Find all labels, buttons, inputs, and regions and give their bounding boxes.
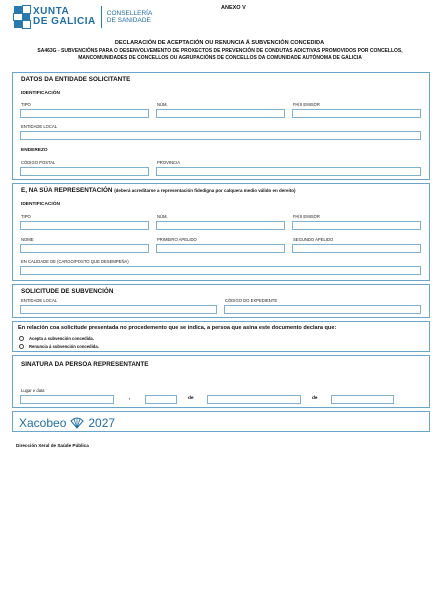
provincia-field[interactable] — [156, 167, 421, 176]
scallop-shell-icon — [70, 417, 84, 429]
reject-option[interactable] — [19, 344, 99, 349]
comma-separator: , — [129, 396, 131, 401]
num-field[interactable] — [156, 109, 285, 118]
subsidy-section — [12, 284, 430, 318]
num-label: NÚM. — [157, 102, 168, 107]
reject-label: Renuncia á subvención concedida. — [29, 344, 99, 349]
tipo-label: TIPO — [21, 102, 31, 107]
xunta-flag-icon — [14, 6, 30, 28]
subsidy-entidade-local-field[interactable] — [20, 305, 217, 314]
nome-label: NOME — [21, 237, 34, 242]
nome-field[interactable] — [20, 244, 149, 253]
accept-option[interactable] — [19, 336, 94, 341]
rep-num-field[interactable] — [156, 221, 285, 230]
entidade-local-field[interactable] — [20, 131, 421, 140]
codigo-expediente-field[interactable] — [224, 305, 421, 314]
representation-note: (deberá acreditarse a representación fidedigna por calquera medio válido en dereito) — [114, 188, 296, 193]
footer-text: Dirección Xeral de Saúde Pública — [16, 443, 89, 448]
codigo-postal-field[interactable] — [20, 167, 149, 176]
xunta-logo — [14, 4, 152, 30]
annex-label: ANEXO V — [221, 5, 246, 11]
codigo-postal-label: CÓDIGO POSTAL — [21, 160, 56, 165]
tipo-field[interactable] — [20, 109, 149, 118]
entity-section — [12, 72, 430, 180]
pais-emisor-label: PAÍS EMISOR — [293, 102, 320, 107]
accept-radio[interactable] — [19, 336, 24, 341]
calidade-label: EN CALIDADE DE (CARGO/POSTO QUE DESEMPEÑA) — [21, 259, 129, 264]
provincia-label: PROVINCIA — [157, 160, 181, 165]
place-date-label: Lugar e data — [21, 388, 45, 393]
rep-tipo-label: TIPO — [21, 214, 31, 219]
subsidy-entidade-local-label: ENTIDADE LOCAL — [21, 298, 58, 303]
page-header — [14, 4, 434, 30]
declaration-text: En relación coa solicitude presentada no procedemento que se indica, a persoa que asina este documento declara que: — [18, 325, 337, 331]
document-subtitle: SA463G - SUBVENCIÓNS PARA O DESENVOLVEMENTO DE PROXECTOS DE PREVENCIÓN DE CONDUTAS ADICTIVAS PROMOVIDOS POR CONCELLOS, MANCOMUNIDADES DE CONCELLOS OU AGRUPACIÓNS DE CONCELLOS DA COMUNIDADE AUTÓNOMA DE GALICIA — [37, 48, 403, 61]
calidade-field[interactable] — [20, 266, 421, 275]
month-field[interactable] — [207, 395, 301, 404]
reject-radio[interactable] — [19, 344, 24, 349]
signature-section-title: SINATURA DA PERSOA REPRESENTANTE — [21, 361, 149, 368]
primeiro-apelido-field[interactable] — [156, 244, 285, 253]
rep-pais-emisor-field[interactable] — [292, 221, 421, 230]
rep-pais-emisor-label: PAÍS EMISOR — [293, 214, 320, 219]
rep-identification-label: IDENTIFICACIÓN — [21, 202, 60, 207]
place-field[interactable] — [20, 395, 114, 404]
logo-main-text: XUNTA DE GALICIA — [33, 6, 96, 27]
declaration-section — [12, 321, 430, 352]
rep-tipo-field[interactable] — [20, 221, 149, 230]
de-separator-2: de — [312, 396, 318, 401]
entity-section-title: DATOS DA ENTIDADE SOLICITANTE — [21, 76, 131, 83]
representation-section — [12, 183, 430, 281]
signature-section — [12, 355, 430, 408]
representation-section-title: E, NA SÚA REPRESENTACIÓN (deberá acreditarse a representación fidedigna por calquera medio válido en dereito) — [21, 187, 296, 194]
identification-label: IDENTIFICACIÓN — [21, 91, 60, 96]
rep-num-label: NÚM. — [157, 214, 168, 219]
day-field[interactable] — [145, 395, 177, 404]
xacobeo-logo: Xacobeo 2027 — [19, 416, 116, 430]
xacobeo-section — [12, 411, 430, 432]
accept-label: Acepta a subvención concedida. — [29, 336, 94, 341]
document-title: DECLARACIÓN DE ACEPTACIÓN OU RENUNCIA Á SUBVENCIÓN CONCEDIDA — [114, 40, 325, 46]
primeiro-apelido-label: PRIMEIRO APELIDO — [157, 237, 197, 242]
de-separator-1: de — [188, 396, 194, 401]
logo-sub-text: CONSELLERÍA DE SANIDADE — [106, 10, 153, 24]
segundo-apelido-label: SEGUNDO APELIDO — [293, 237, 334, 242]
year-field[interactable] — [331, 395, 394, 404]
logo-divider — [101, 6, 102, 28]
subsidy-section-title: SOLICITUDE DE SUBVENCIÓN — [21, 288, 114, 295]
entidade-local-label: ENTIDADE LOCAL — [21, 124, 58, 129]
enderezo-label: ENDEREZO — [21, 148, 48, 153]
segundo-apelido-field[interactable] — [292, 244, 421, 253]
codigo-expediente-label: CÓDIGO DO EXPEDIENTE — [225, 298, 278, 303]
pais-emisor-field[interactable] — [292, 109, 421, 118]
